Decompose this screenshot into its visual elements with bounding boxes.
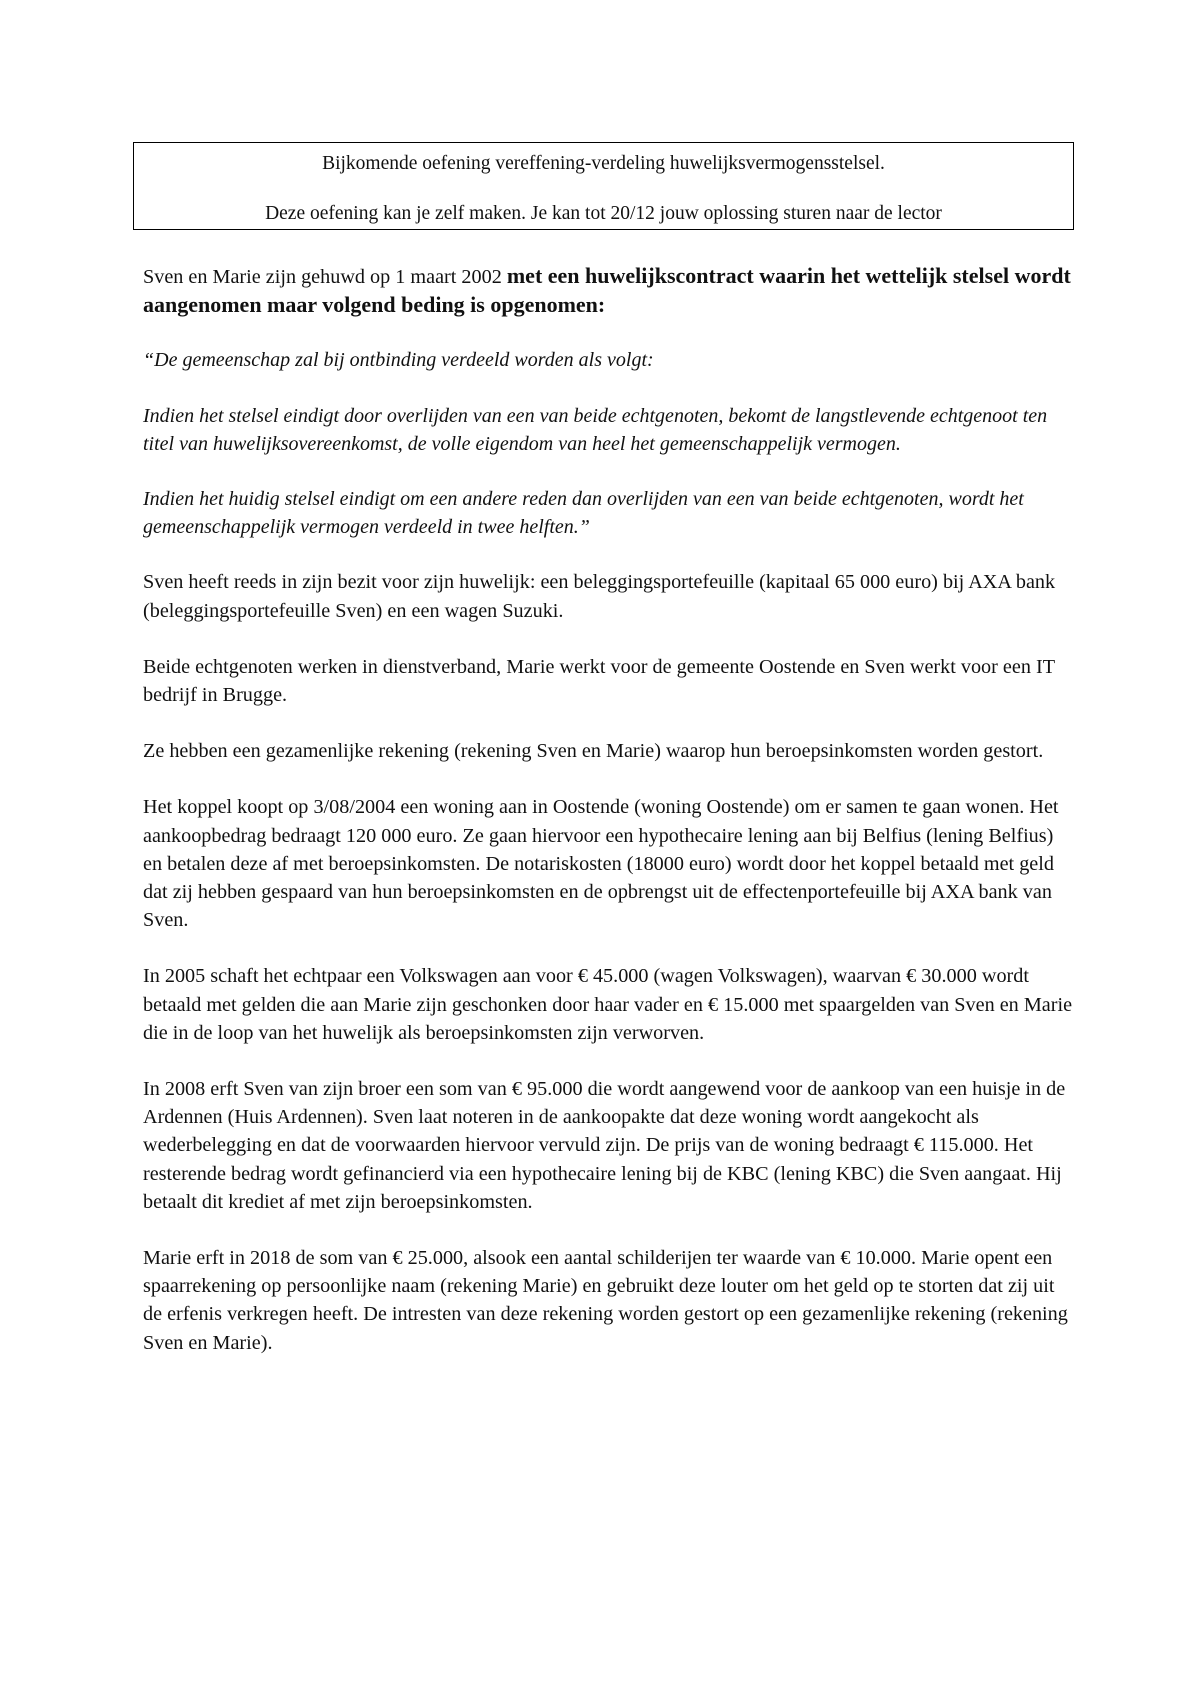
intro-paragraph [143, 262, 1073, 320]
paragraph-employment: Beide echtgenoten werken in dienstverband, Marie werkt voor de gemeente Oostende en Sven werkt voor een IT bedrijf in Brugge. [143, 655, 1055, 707]
header-instruction: Deze oefening kan je zelf maken. Je kan tot 20/12 jouw oplossing sturen naar de lector [265, 203, 942, 224]
clause-death: Indien het stelsel eindigt door overlijden van een van beide echtgenoten, bekomt de langstlevende echtgenoot ten titel van huwelijksovereenkomst, de volle eigendom van heel het gemeenschappelijk vermogen. [143, 404, 1048, 455]
clause-intro: “De gemeenschap zal bij ontbinding verdeeld worden als volgt: [143, 349, 654, 372]
paragraph-ardennes-house: In 2008 erft Sven van zijn broer een som van € 95.000 die wordt aangewend voor de aankoop van een huisje in de Ardennen (Huis Ardennen). Sven laat noteren in de aankoopakte dat deze woning wordt aangekocht als wederbelegging en dat de voorwaarden hiervoor vervuld zijn. De prijs van de woning bedraagt € 115.000. Het resterende bedrag wordt gefinancierd via een hypothecaire lening bij de KBC (lening KBC) die Sven aangaat. Hij betaalt dit krediet af met zijn beroepsinkomsten. [143, 1078, 1066, 1213]
intro-bold-text: met een huwelijkscontract waarin het wettelijk stelsel wordt aangenomen maar volgend beding is opgenomen: [143, 263, 1071, 318]
paragraph-volkswagen: In 2005 schaft het echtpaar een Volkswagen aan voor € 45.000 (wagen Volkswagen), waarvan € 30.000 wordt betaald met gelden die aan Marie zijn geschonken door haar vader en € 15.000 met spaargelden van Sven en Marie die in de loop van het huwelijk als beroepsinkomsten zijn verworven. [143, 965, 1073, 1044]
paragraph-joint-account: Ze hebben een gezamenlijke rekening (rekening Sven en Marie) waarop hun beroepsinkomsten worden gestort. [143, 740, 1044, 763]
paragraph-house-oostende: Het koppel koopt op 3/08/2004 een woning aan in Oostende (woning Oostende) om er samen te gaan wonen. Het aankoopbedrag bedraagt 120 000 euro. Ze gaan hiervoor een hypothecaire lening aan bij Belfius (lening Belfius) en betalen deze af met beroepsinkomsten. De notariskosten (18000 euro) wordt door het koppel betaald met geld dat zij hebben gespaard van hun beroepsinkomsten en de opbrengst uit de effectenportefeuille bij AXA bank van Sven. [143, 796, 1059, 932]
clause-other: Indien het huidig stelsel eindigt om een andere reden dan overlijden van een van beide echtgenoten, wordt het gemeenschappelijk vermogen verdeeld in twee helften.” [143, 488, 1024, 539]
intro-text: Sven en Marie zijn gehuwd op 1 maart 2002 [143, 266, 507, 288]
paragraph-marie-inheritance: Marie erft in 2018 de som van € 25.000, alsook een aantal schilderijen ter waarde van € 10.000. Marie opent een spaarrekening op persoonlijke naam (rekening Marie) en gebruikt deze louter om het geld op te storten dat zij uit de erfenis verkregen heeft. De intresten van deze rekening worden gestort op een gezamenlijke rekening (rekening Sven en Marie). [143, 1247, 1068, 1354]
exercise-header-box [133, 142, 1074, 230]
header-title: Bijkomende oefening vereffening-verdeling huwelijksvermogensstelsel. [322, 153, 885, 174]
paragraph-sven-assets: Sven heeft reeds in zijn bezit voor zijn huwelijk: een beleggingsportefeuille (kapitaal 65 000 euro) bij AXA bank (beleggingsportefeuille Sven) en een wagen Suzuki. [143, 571, 1056, 622]
document-body [143, 262, 1073, 1385]
